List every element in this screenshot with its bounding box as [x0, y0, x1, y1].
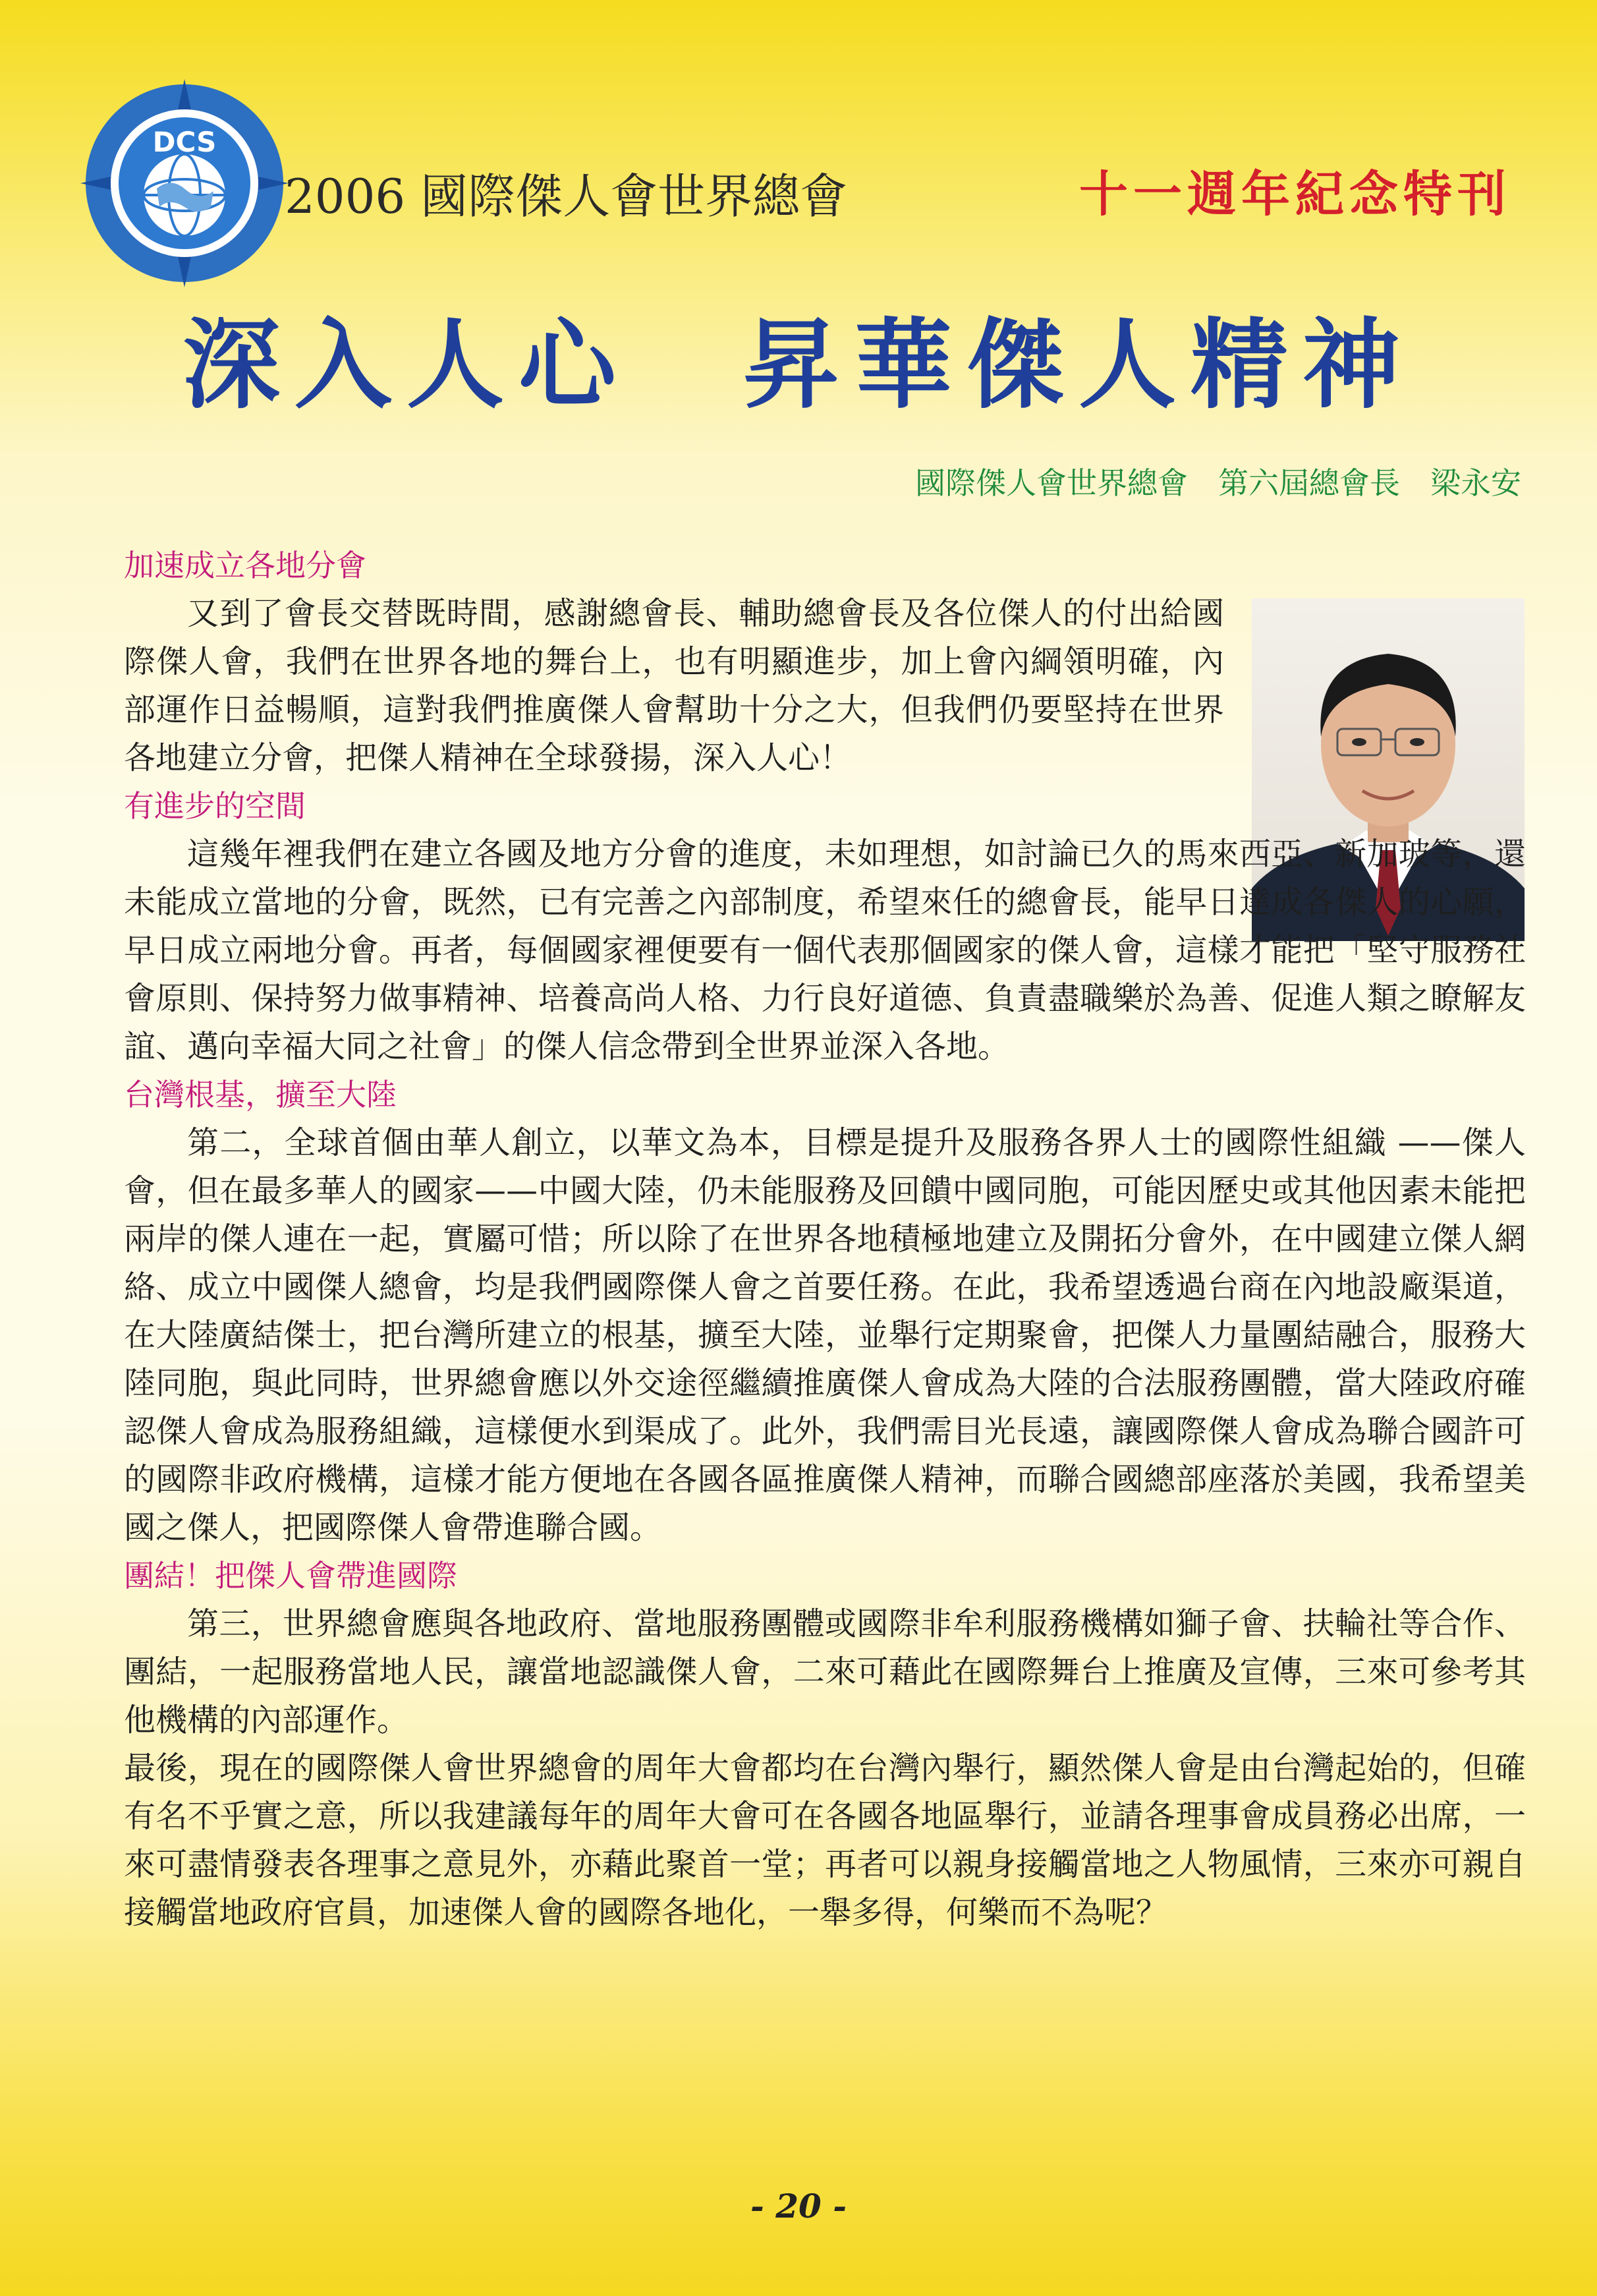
logo-text: DCS: [152, 126, 217, 158]
article-title: 深入人心 昇華傑人精神: [182, 307, 1415, 422]
special-issue-label: 十一週年紀念特刊: [1079, 166, 1511, 223]
paragraph-branches: 又到了會長交替既時間，感謝總會長、輔助總會長及各位傑人的付出給國際傑人會，我們在世界各地的舞台上，也有明顯進步，加上會內綱領明確，內部運作日益暢順，這對我們推廣傑人會幫助十分之大，但我們仍要堅持在世界各地建立分會，把傑人精神在全球發揚，深入人心！: [124, 595, 1224, 776]
page-number: - 20 -: [750, 2187, 847, 2225]
paragraph-taiwan: 第二，全球首個由華人創立，以華文為本，目標是提升及服務各界人士的國際性組織 ——傑人會，但在最多華人的國家——中國大陸，仍未能服務及回饋中國同胞，可能因歷史或其他因素未能把兩岸的傑人連在一起，實屬可惜；所以除了在世界各地積極地建立及開拓分會外，在中國建立傑人網絡、成立中國傑人總會，均是我們國際傑人會之首要任務。在此，我希望透過台商在內地設廠渠道，在大陸廣結傑士，把台灣所建立的根基，擴至大陸，並舉行定期聚會，把傑人力量團結融合，服務大陸同胞，與此同時，世界總會應以外交途徑繼續推廣傑人會成為大陸的合法服務團體，當大陸政府確認傑人會成為服務組織，這樣便水到渠成了。此外，我們需目光長遠，讓國際傑人會成為聯合國許可的國際非政府機構，這樣才能方便地在各國各區推廣傑人精神，而聯合國總部座落於美國，我希望美國之傑人，把國際傑人會帶進聯合國。: [124, 1124, 1526, 1546]
section-heading-unity: 團結！把傑人會帶進國際: [124, 1558, 457, 1593]
section-heading-taiwan: 台灣根基，擴至大陸: [124, 1077, 397, 1112]
section-heading-branches: 加速成立各地分會: [124, 548, 366, 583]
paragraph-progress: 這幾年裡我們在建立各國及地方分會的進度，未如理想，如討論已久的馬來西亞、新加玻等，還未能成立當地的分會，既然，已有完善之內部制度，希望來任的總會長，能早日達成各傑人的心願，早日成立兩地分會。再者，每個國家裡便要有一個代表那個國家的傑人會，這樣才能把「堅守服務社會原則、保持努力做事精神、培養高尚人格、力行良好道德、負責盡職樂於為善、促進人類之瞭解友誼、邁向幸福大同之社會」的傑人信念帶到全世界並深入各地。: [124, 836, 1526, 1065]
dcs-logo: [79, 78, 290, 289]
article-author: 國際傑人會世界總會 第六屆總會長 梁永安: [915, 465, 1521, 501]
article-body: [124, 542, 1526, 1937]
section-heading-progress: 有進步的空間: [124, 788, 306, 824]
paragraph-conclusion: 最後，現在的國際傑人會世界總會的周年大會都均在台灣內舉行，顯然傑人會是由台灣起始的，但確有名不乎實之意，所以我建議每年的周年大會可在各國各地區舉行，並請各理事會成員務必出席，一來可盡情發表各理事之意見外，亦藉此聚首一堂；再者可以親身接觸當地之人物風情，三來亦可親自接觸當地政府官員，加速傑人會的國際各地化，一舉多得，何樂而不為呢？: [124, 1750, 1526, 1931]
paragraph-unity: 第三，世界總會應與各地政府、當地服務團體或國際非牟利服務機構如獅子會、扶輪社等合作、團結，一起服務當地人民，讓當地認識傑人會，二來可藉此在國際舞台上推廣及宣傳，三來可參考其他機構的內部運作。: [124, 1605, 1526, 1738]
magazine-title: 2006 國際傑人會世界總會: [285, 169, 848, 224]
